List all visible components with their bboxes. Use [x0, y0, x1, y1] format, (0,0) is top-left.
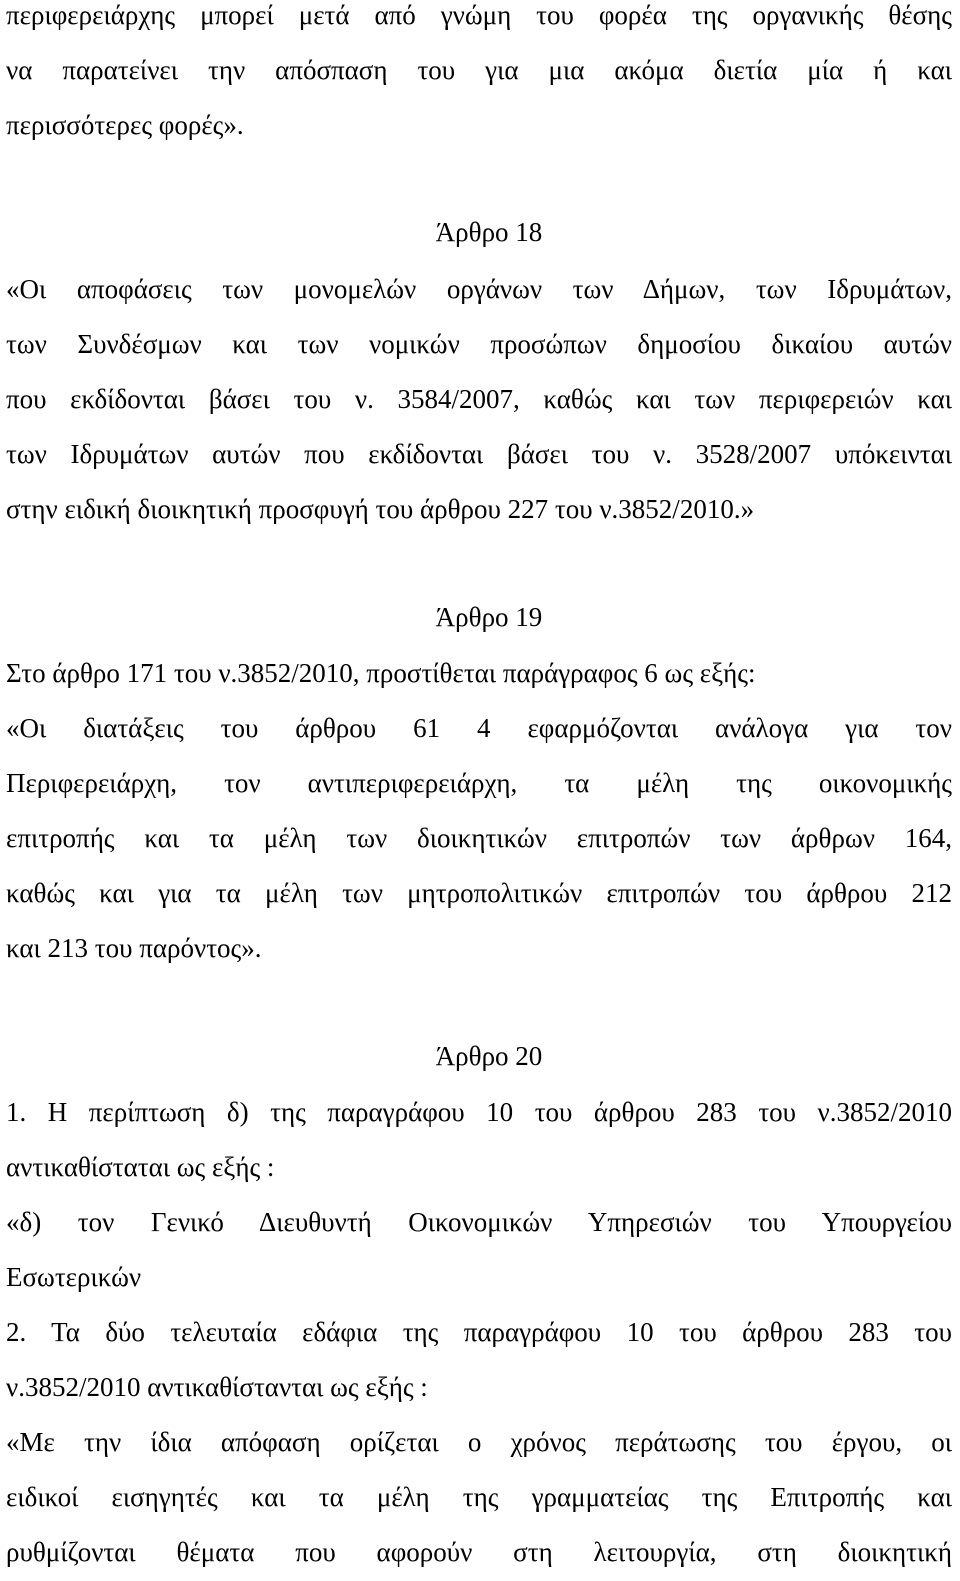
article-20-heading: Άρθρο 20 — [435, 1041, 543, 1071]
article-20-line-7: «Με την ίδια απόφαση ορίζεται ο χρόνος περάτωσης του έργου, οι — [6, 1427, 952, 1457]
intro-line-2: να παρατείνει την απόσπαση του για μια ακόμα διετία μία ή και — [6, 55, 952, 85]
article-20-line-1: 1. Η περίπτωση δ) της παραγράφου 10 του άρθρου 283 του ν.3852/2010 — [6, 1097, 952, 1127]
article-18-line-4: των Ιδρυμάτων αυτών που εκδίδονται βάσει του ν. 3528/2007 υπόκεινται — [6, 439, 952, 469]
article-19-line-2: «Οι διατάξεις του άρθρου 61 4 εφαρμόζονται ανάλογα για τον — [6, 713, 952, 743]
article-19-line-4: επιτροπής και τα μέλη των διοικητικών επιτροπών των άρθρων 164, — [6, 823, 952, 853]
article-19-line-6: και 213 του παρόντος». — [6, 933, 262, 963]
article-20-line-5: 2. Τα δύο τελευταία εδάφια της παραγράφου 10 του άρθρου 283 του — [6, 1317, 952, 1347]
intro-line-1: περιφερειάρχης μπορεί μετά από γνώμη του φορέα της οργανικής θέσης — [6, 0, 952, 30]
article-19-heading: Άρθρο 19 — [435, 602, 543, 632]
article-19-line-1: Στο άρθρο 171 του ν.3852/2010, προστίθεται παράγραφος 6 ως εξής: — [6, 658, 756, 688]
intro-line-3: περισσότερες φορές». — [6, 110, 244, 140]
article-20-line-2: αντικαθίσταται ως εξής : — [6, 1152, 275, 1182]
article-19-line-5: καθώς και για τα μέλη των μητροπολιτικών επιτροπών του άρθρου 212 — [6, 878, 952, 908]
article-18-line-2: των Συνδέσμων και των νομικών προσώπων δημοσίου δικαίου αυτών — [6, 329, 952, 359]
article-18-line-3: που εκδίδονται βάσει του ν. 3584/2007, καθώς και των περιφερειών και — [6, 384, 952, 414]
article-20-line-3: «δ) τον Γενικό Διευθυντή Οικονομικών Υπηρεσιών του Υπουργείου — [6, 1207, 952, 1237]
article-18-line-5: στην ειδική διοικητική προσφυγή του άρθρου 227 του ν.3852/2010.» — [6, 494, 755, 524]
article-20-line-6: ν.3852/2010 αντικαθίστανται ως εξής : — [6, 1372, 428, 1402]
article-19-line-3: Περιφερειάρχη, τον αντιπεριφερειάρχη, τα μέλη της οικονομικής — [6, 768, 952, 798]
article-18-heading: Άρθρο 18 — [435, 217, 543, 247]
article-20-line-8: ειδικοί εισηγητές και τα μέλη της γραμματείας της Επιτροπής και — [6, 1482, 952, 1512]
article-20-line-4: Εσωτερικών — [6, 1262, 142, 1292]
article-18-line-1: «Οι αποφάσεις των μονομελών οργάνων των Δήμων, των Ιδρυμάτων, — [6, 274, 952, 304]
article-20-line-9: ρυθμίζονται θέματα που αφορούν στη λειτουργία, στη διοικητική — [6, 1537, 952, 1567]
